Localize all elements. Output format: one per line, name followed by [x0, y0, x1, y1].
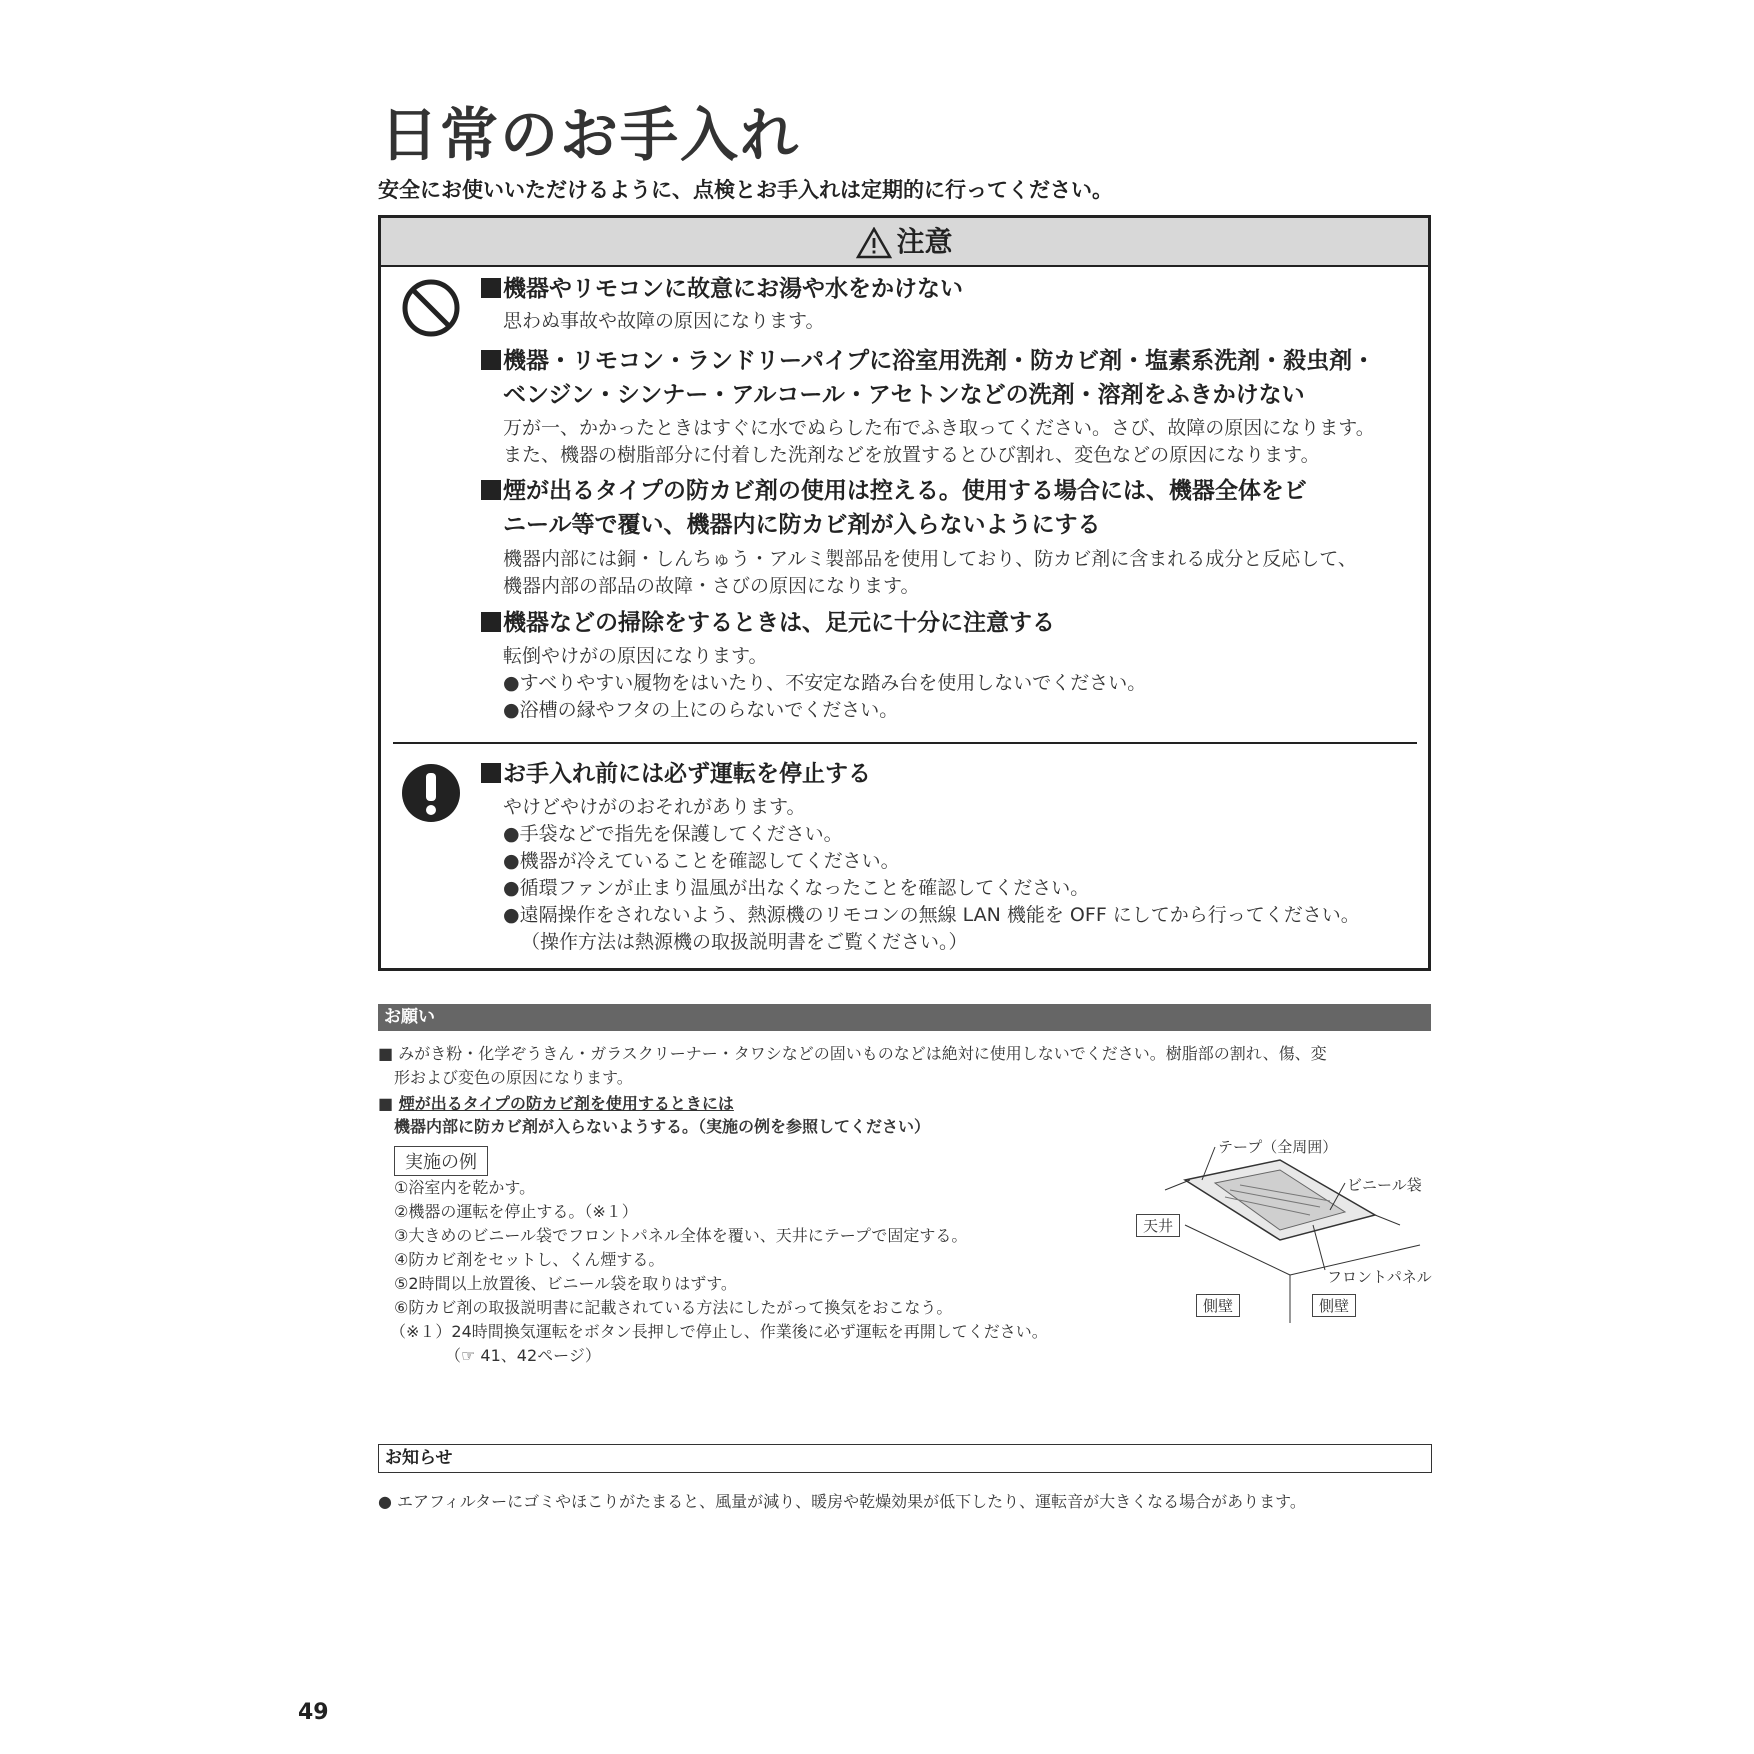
caution-text-5a: やけどやけがのおそれがあります。 [503, 796, 806, 818]
page-number: 49 [298, 1700, 329, 1725]
figure-wall-label-1: 側壁 [1196, 1294, 1240, 1317]
figure-ceiling-label: 天井 [1136, 1214, 1180, 1237]
caution-text-3a: 機器内部には銅・しんちゅう・アルミ製部品を使用しており、防カビ剤に含まれる成分と反応して、 [503, 548, 1357, 570]
oshirase-text: ● エアフィルターにゴミやほこりがたまると、風量が減り、暖房や乾燥効果が低下したり、運転音が大きくなる場合があります。 [378, 1492, 1306, 1511]
warning-triangle-icon [856, 227, 892, 259]
oshirase-bar: お知らせ [378, 1444, 1432, 1473]
figure-tape-label: テープ（全周囲） [1218, 1138, 1338, 1156]
caution-heading-1: 機器やリモコンに故意にお湯や水をかけない [481, 273, 963, 306]
caution-text-3b: 機器内部の部品の故障・さびの原因になります。 [503, 575, 920, 597]
caution-heading-5: お手入れ前には必ず運転を停止する [481, 758, 871, 791]
caution-heading-2b: ベンジン・シンナー・アルコール・アセトンなどの洗剤・溶剤をふきかけない [503, 382, 1305, 408]
caution-text-4c: ●浴槽の縁やフタの上にのらないでください。 [503, 699, 899, 721]
figure-panel-label: フロントパネル [1327, 1268, 1432, 1286]
caution-text-5e: ●遠隔操作をされないよう、熱源機のリモコンの無線 LAN 機能を OFF にしてから行ってください。 [503, 904, 1360, 926]
figure-bag-label: ビニール袋 [1347, 1176, 1422, 1194]
onegai-item1-line2: 形および変色の原因になります。 [394, 1068, 633, 1087]
caution-text-5c: ●機器が冷えていることを確認してください。 [503, 850, 900, 872]
caution-text-1: 思わぬ事故や故障の原因になります。 [503, 310, 825, 332]
page-reference: （☞ 41、42ページ） [445, 1346, 601, 1365]
caution-heading-4: 機器などの掃除をするときは、足元に十分に注意する [481, 607, 1055, 640]
caution-text-2b: また、機器の樹脂部分に付着した洗剤などを放置するとひび割れ、変色などの原因になります。 [503, 444, 1320, 466]
onegai-bar: お願い [378, 1004, 1431, 1031]
caution-text-2a: 万が一、かかったときはすぐに水でぬらした布でふき取ってください。さび、故障の原因になります。 [503, 417, 1375, 439]
caution-box [378, 215, 1431, 971]
step-4: ④防カビ剤をセットし、くん煙する。 [394, 1250, 665, 1269]
mandatory-exclamation-icon [401, 763, 461, 823]
caution-divider [393, 742, 1417, 744]
page-title: 日常のお手入れ [380, 101, 801, 169]
caution-text-4b: ●すべりやすい履物をはいたり、不安定な踏み台を使用しないでください。 [503, 672, 1147, 694]
example-label: 実施の例 [394, 1146, 488, 1176]
caution-heading-3b: ニール等で覆い、機器内に防カビ剤が入らないようにする [503, 512, 1101, 538]
step-2: ②機器の運転を停止する。（※１） [394, 1202, 638, 1221]
caution-text-5d: ●循環ファンが止まり温風が出なくなったことを確認してください。 [503, 877, 1090, 899]
caution-heading-3a: 煙が出るタイプの防カビ剤の使用は控える。使用する場合には、機器全体をビ [481, 475, 1307, 508]
caution-header [381, 218, 1428, 267]
step-3: ③大きめのビニール袋でフロントパネル全体を覆い、天井にテープで固定する。 [394, 1226, 968, 1245]
caution-text-4a: 転倒やけがの原因になります。 [503, 645, 768, 667]
step-1: ①浴室内を乾かす。 [394, 1178, 536, 1197]
note: （※１）24時間換気運転をボタン長押しで停止し、作業後に必ず運転を再開してください。 [390, 1322, 1048, 1341]
onegai-item2-heading: ■ 煙が出るタイプの防カビ剤を使用するときには [378, 1094, 734, 1113]
caution-title: 注意 [896, 225, 953, 258]
caution-heading-2a: 機器・リモコン・ランドリーパイプに浴室用洗剤・防カビ剤・塩素系洗剤・殺虫剤・ [481, 345, 1375, 378]
caution-text-5b: ●手袋などで指先を保護してください。 [503, 823, 843, 845]
step-5: ⑤2時間以上放置後、ビニール袋を取りはずす。 [394, 1274, 737, 1293]
step-6: ⑥防カビ剤の取扱説明書に記載されている方法にしたがって換気をおこなう。 [394, 1298, 953, 1317]
prohibition-icon [401, 278, 461, 338]
figure-wall-label-2: 側壁 [1312, 1294, 1356, 1317]
page-subtitle: 安全にお使いいただけるように、点検とお手入れは定期的に行ってください。 [378, 178, 1113, 202]
caution-text-5f: （操作方法は熱源機の取扱説明書をご覧ください。） [521, 931, 968, 953]
onegai-item1-line1: ■ みがき粉・化学ぞうきん・ガラスクリーナー・タワシなどの固いものなどは絶対に使用しないでください。樹脂部の割れ、傷、変 [378, 1044, 1327, 1063]
onegai-item2-sub: 機器内部に防カビ剤が入らないようする。（実施の例を参照してください） [394, 1117, 931, 1136]
